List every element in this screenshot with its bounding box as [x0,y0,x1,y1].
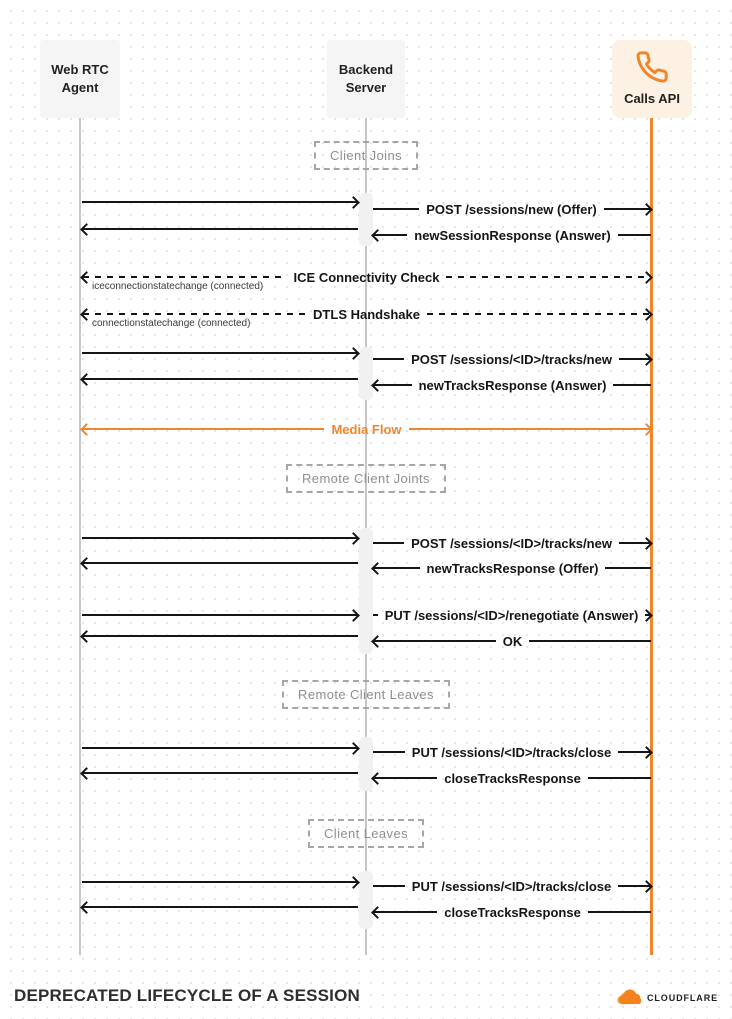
activation-bar [359,528,373,654]
phone-icon [635,50,669,84]
message-label: newTracksResponse (Answer) [418,377,607,393]
arrowhead-right-icon [347,609,360,622]
section-label: Remote Client Joints [302,471,430,486]
message-label: PUT /sessions/<ID>/tracks/close [411,878,612,894]
actor-webrtc-agent [40,40,120,118]
message-label: PUT /sessions/<ID>/renegotiate (Answer) [384,607,639,623]
arrowhead-left-icon [371,906,384,919]
activation-bar [359,737,373,791]
message-label: closeTracksResponse [444,770,581,786]
activation-bar [359,193,373,246]
cloudflare-logo [615,989,718,1007]
arrowhead-left-icon [80,373,93,386]
arrowhead-left-icon [80,271,93,284]
arrowhead-left-icon [371,635,384,648]
arrowhead-left-icon [371,229,384,242]
arrowhead-right-icon [347,532,360,545]
message-label: DTLS Handshake [313,306,420,322]
arrowhead-right-icon [347,347,360,360]
arrowhead-left-icon [80,423,93,436]
arrowhead-right-icon [347,196,360,209]
cloudflare-wordmark: CLOUDFLARE [647,993,718,1003]
message-label: PUT /sessions/<ID>/tracks/close [411,744,612,760]
section-label: Client Joins [330,148,402,163]
arrowhead-left-icon [80,630,93,643]
arrowhead-right-icon [347,876,360,889]
message-label: newSessionResponse (Answer) [414,227,611,243]
page-title: DEPRECATED LIFECYCLE OF A SESSION [14,986,361,1005]
lifeline-webrtc-agent [79,118,81,955]
activation-bar [359,347,373,400]
lifeline-calls-api [650,118,653,955]
activation-bar [359,871,373,929]
arrowhead-right-icon [347,742,360,755]
section-client-joins [314,141,418,170]
message-label: OK [502,633,523,649]
arrowhead-left-icon [80,901,93,914]
message-label: newTracksResponse (Offer) [426,560,599,576]
arrowhead-left-icon [371,379,384,392]
message-note: connectionstatechange (connected) [92,318,251,329]
arrowhead-left-icon [80,767,93,780]
message-note: iceconnectionstatechange (connected) [92,281,264,292]
section-remote-client-joints [286,464,446,493]
actor-label: Web RTC Agent [51,62,109,95]
message-label: Media Flow [331,421,402,437]
section-client-leaves [308,819,424,848]
message-label: closeTracksResponse [444,904,581,920]
message-label: POST /sessions/new (Offer) [426,201,597,217]
message-label: POST /sessions/<ID>/tracks/new [411,351,612,367]
arrowhead-left-icon [371,772,384,785]
section-label: Remote Client Leaves [298,687,434,702]
arrowhead-left-icon [80,308,93,321]
cloudflare-cloud-icon [615,989,643,1007]
arrowhead-left-icon [371,562,384,575]
actor-label: Backend Server [338,62,394,95]
actor-label: Calls API [624,91,680,107]
arrowhead-left-icon [80,557,93,570]
section-remote-client-leaves [282,680,450,709]
section-label: Client Leaves [324,826,408,841]
message-label: POST /sessions/<ID>/tracks/new [411,535,612,551]
actor-backend-server [327,40,405,118]
actor-calls-api [612,40,692,118]
arrowhead-left-icon [80,223,93,236]
message-label: ICE Connectivity Check [293,269,440,285]
